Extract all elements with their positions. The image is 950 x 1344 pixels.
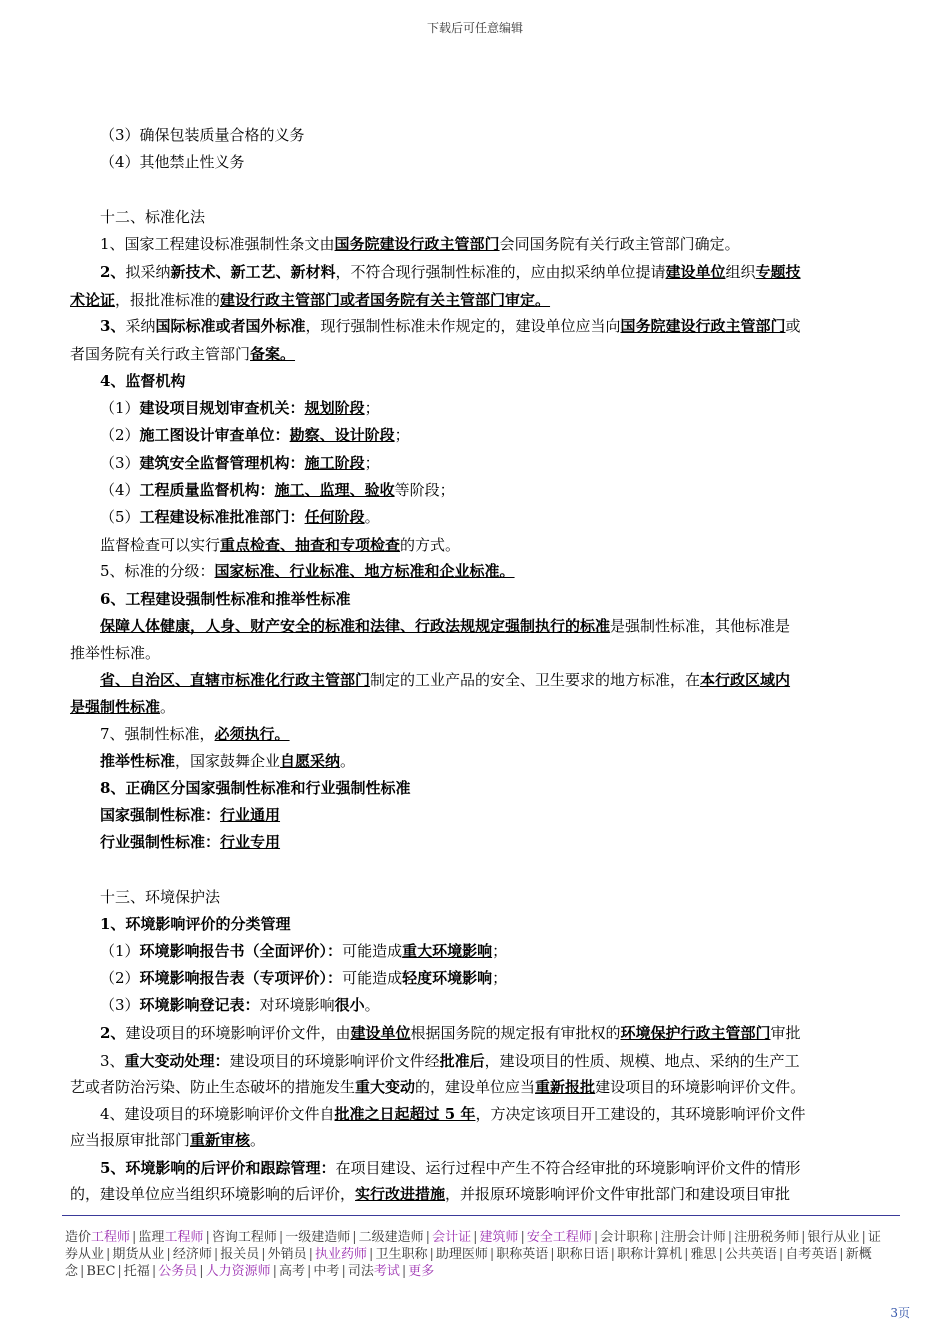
footer-separator: | xyxy=(429,1247,434,1262)
footer-link[interactable] xyxy=(432,1230,471,1245)
footer-link[interactable] xyxy=(86,1264,115,1279)
footer-link[interactable] xyxy=(785,1247,837,1262)
emphasized-term: 环境保护行政主管部门 xyxy=(620,1024,771,1042)
text-line xyxy=(70,968,920,988)
footer-link-text: 司法 xyxy=(347,1264,374,1279)
text-run: 采纳 xyxy=(125,317,156,335)
text-run: 国际标准或者国外标准 xyxy=(155,317,306,335)
text-run: 拟采纳 xyxy=(125,263,171,281)
footer-link-text: 外销员 xyxy=(267,1247,307,1262)
page-header: 下载后可任意编辑 xyxy=(426,21,523,35)
text-run: 会同国务院有关行政主管部门确定。 xyxy=(499,235,740,253)
text-run: （3） xyxy=(100,454,140,472)
footer-separator: | xyxy=(610,1247,616,1262)
footer-link-text: 证券从业 xyxy=(65,1230,881,1262)
text-run: （1） xyxy=(100,399,140,417)
text-run: 艺或者防治污染、防止生态破坏的措施发生 xyxy=(70,1078,356,1096)
footer-link-text: 高考 xyxy=(279,1264,306,1279)
text-line xyxy=(70,1051,920,1071)
text-run: 3、 xyxy=(100,317,126,335)
text-run: 的方式。 xyxy=(400,536,461,554)
page-number: 3页 xyxy=(890,1306,910,1320)
footer-separator: | xyxy=(261,1247,266,1262)
text-run: 5、标准的分级： xyxy=(100,562,215,580)
text-line xyxy=(70,152,920,172)
footer-link-text: 二级建造师 xyxy=(358,1230,424,1245)
text-run: 2、 xyxy=(100,1024,126,1042)
footer-separator: | xyxy=(654,1230,659,1245)
emphasized-term: 国务院建设行政主管部门 xyxy=(620,317,786,335)
text-line xyxy=(70,1158,920,1178)
text-run: （2） xyxy=(100,969,140,987)
text-run: 5、环境影响的后评价和跟踪管理： xyxy=(100,1159,336,1177)
footer-link[interactable] xyxy=(348,1264,400,1279)
footer-link[interactable] xyxy=(359,1230,424,1245)
footer-link[interactable] xyxy=(436,1247,488,1262)
footer-link[interactable] xyxy=(734,1230,799,1245)
emphasized-term: 专题技 xyxy=(755,263,801,281)
text-run: 制定的工业产品的安全、卫生要求的地方标准，在 xyxy=(370,671,701,689)
footer-link-text: 中考 xyxy=(313,1264,340,1279)
footer-link[interactable] xyxy=(158,1264,197,1279)
text-run: 国家强制性标准： xyxy=(100,806,221,824)
footer-link-text: 卫生职称 xyxy=(375,1247,428,1262)
footer-link[interactable] xyxy=(65,1230,130,1245)
text-line xyxy=(70,425,920,445)
text-run: 4、建设项目的环境影响评价文件自 xyxy=(100,1105,335,1123)
text-run: （2） xyxy=(100,426,140,444)
emphasized-term: 行业通用 xyxy=(220,806,281,824)
text-run: 应当报原审批部门 xyxy=(70,1131,191,1149)
footer-separator: | xyxy=(199,1264,204,1279)
footer-link-text: 考试 xyxy=(373,1264,400,1279)
emphasized-term: 建设单位 xyxy=(665,263,726,281)
footer-link[interactable] xyxy=(279,1264,305,1279)
emphasized-term: 保障人体健康，人身、财产安全的标准和法律、行政法规规定强制执行的标准 xyxy=(100,617,611,635)
text-run: 根据国务院的规定报有审批权的 xyxy=(410,1024,621,1042)
footer-link[interactable] xyxy=(112,1247,164,1262)
footer-separator: | xyxy=(213,1247,219,1262)
footer-separator: | xyxy=(151,1264,157,1279)
footer-separator: | xyxy=(205,1230,210,1245)
footer-separator: | xyxy=(132,1230,137,1245)
footer-separator: | xyxy=(272,1264,278,1279)
footer-separator: | xyxy=(839,1247,844,1262)
text-run: 可能造成 xyxy=(342,942,403,960)
text-line xyxy=(70,616,920,636)
footer-separator: | xyxy=(684,1247,689,1262)
text-run: 。 xyxy=(364,996,380,1014)
text-line xyxy=(70,643,890,663)
footer-link[interactable] xyxy=(479,1230,518,1245)
footer-link[interactable] xyxy=(600,1230,652,1245)
emphasized-term: 施工、监理、验收 xyxy=(274,481,395,499)
emphasized-term: 省、自治区、直辖市标准化行政主管部门 xyxy=(100,671,371,689)
text-run: 。 xyxy=(364,508,380,526)
footer-link-text: 会计证 xyxy=(432,1230,472,1245)
text-run: 推举性标准 xyxy=(100,752,176,770)
text-line xyxy=(70,914,920,934)
footer-separator: | xyxy=(117,1264,122,1279)
text-run: 的，建设单位应当 xyxy=(415,1078,536,1096)
text-run: 审批 xyxy=(770,1024,801,1042)
text-run: ，并报原环境影响评价文件审批部门和建设项目审批 xyxy=(445,1185,791,1203)
emphasized-term: 批准之日起超过 5 年 xyxy=(334,1105,476,1123)
emphasized-term: 重新报批 xyxy=(535,1078,596,1096)
text-line xyxy=(70,805,920,825)
text-run: （4）其他禁止性义务 xyxy=(100,153,245,171)
text-line xyxy=(70,751,920,771)
footer-separator: | xyxy=(861,1230,866,1245)
footer-link-text: 咨询工程师 xyxy=(211,1230,277,1245)
text-line xyxy=(70,778,920,798)
text-line xyxy=(70,480,920,500)
footer-link-text: 银行从业 xyxy=(807,1230,860,1245)
footer-link-text: 雅思 xyxy=(690,1247,717,1262)
footer-link-text: 新概念 xyxy=(65,1247,872,1279)
footer-link-text: 公务员 xyxy=(158,1264,198,1279)
text-line xyxy=(70,398,920,418)
text-line xyxy=(70,561,920,581)
text-line xyxy=(70,535,920,555)
text-run: ； xyxy=(364,399,380,417)
footer-link[interactable] xyxy=(496,1247,548,1262)
text-line xyxy=(70,234,920,254)
text-run: ，报批准标准的 xyxy=(115,291,221,309)
footer-link[interactable] xyxy=(725,1247,777,1262)
text-run: 4、监督机构 xyxy=(100,372,186,390)
footer-separator: | xyxy=(308,1247,314,1262)
text-run: 重大变动 xyxy=(355,1078,416,1096)
footer-link-text: BEC xyxy=(86,1264,116,1279)
text-run: 8、正确区分国家强制性标准和行业强制性标准 xyxy=(100,779,411,797)
text-run: 很小 xyxy=(334,996,365,1014)
footer-link-text: 公共英语 xyxy=(724,1247,777,1262)
footer-link[interactable] xyxy=(313,1264,339,1279)
footer-separator: | xyxy=(106,1247,111,1262)
footer-link-text: 工程师 xyxy=(91,1230,131,1245)
footer-link[interactable] xyxy=(617,1247,682,1262)
footer-link[interactable] xyxy=(557,1247,609,1262)
footer-link-text: 职称计算机 xyxy=(617,1247,683,1262)
footer-link-text: 助理医师 xyxy=(435,1247,488,1262)
footer-link[interactable] xyxy=(690,1247,716,1262)
footer-separator: | xyxy=(778,1247,784,1262)
text-line xyxy=(70,125,920,145)
text-line xyxy=(70,207,920,227)
text-run: ； xyxy=(492,942,508,960)
text-run: 十三、环境保护法 xyxy=(100,888,221,906)
text-run: 推举性标准。 xyxy=(70,644,161,662)
footer-separator: | xyxy=(593,1230,599,1245)
text-run: 重大变动处理： xyxy=(124,1052,230,1070)
text-run: 工程建设标准批准部门： xyxy=(139,508,305,526)
footer-link[interactable] xyxy=(173,1247,212,1262)
emphasized-term: 国务院建设行政主管部门 xyxy=(334,235,500,253)
text-line xyxy=(70,1104,920,1124)
text-run: 1、环境影响评价的分类管理 xyxy=(100,915,291,933)
text-run: 建设项目的环境影响评价文件。 xyxy=(595,1078,806,1096)
footer-separator: | xyxy=(489,1247,495,1262)
footer-link[interactable] xyxy=(661,1230,726,1245)
text-line xyxy=(70,941,920,961)
footer-link-text: 职称日语 xyxy=(556,1247,609,1262)
text-run: ； xyxy=(364,454,380,472)
text-run: 。 xyxy=(250,1131,266,1149)
text-run: 3、 xyxy=(100,1052,125,1070)
text-line xyxy=(70,832,920,852)
text-run: 在项目建设、运行过程中产生不符合经审批的环境影响评价文件的情形 xyxy=(335,1159,801,1177)
text-run: 建设项目的环境影响评价文件经 xyxy=(229,1052,440,1070)
text-line xyxy=(70,371,920,391)
text-run: 组织 xyxy=(725,263,756,281)
text-line xyxy=(70,262,920,282)
footer-link[interactable] xyxy=(375,1247,427,1262)
footer-link[interactable] xyxy=(408,1264,434,1279)
text-run: 可能造成 xyxy=(342,969,403,987)
text-line xyxy=(70,1023,920,1043)
footer-separator: | xyxy=(352,1230,357,1245)
text-line xyxy=(70,697,890,717)
text-run: 6、工程建设强制性标准和推举性标准 xyxy=(100,590,351,608)
text-run: 建设项目规划审查机关： xyxy=(139,399,305,417)
emphasized-term: 重点检查、抽查和专项检查 xyxy=(220,536,401,554)
text-run: 建设项目的环境影响评价文件，由 xyxy=(125,1024,351,1042)
text-run: 批准后 xyxy=(439,1052,485,1070)
footer-link-text: 注册会计师 xyxy=(660,1230,726,1245)
text-run: 1、国家工程建设标准强制性条文由 xyxy=(100,235,335,253)
footer-link-text: 报关员 xyxy=(220,1247,260,1262)
text-line xyxy=(70,724,920,744)
footer-separator: | xyxy=(550,1247,555,1262)
footer-link-text: 造价 xyxy=(65,1230,92,1245)
text-run: 工程质量监督机构： xyxy=(139,481,275,499)
emphasized-term: 是强制性标准 xyxy=(70,698,161,716)
footer-link-text: 经济师 xyxy=(172,1247,212,1262)
text-run: 环境影响报告书（全面评价）： xyxy=(139,942,343,960)
footer-separator: | xyxy=(425,1230,431,1245)
emphasized-term: 重大环境影响 xyxy=(402,942,493,960)
text-run: 轻度环境影响 xyxy=(402,969,493,987)
text-run: 新技术、新工艺、新材料 xyxy=(170,263,336,281)
footer-link[interactable] xyxy=(268,1247,307,1262)
text-run: ； xyxy=(492,969,508,987)
text-run: 是强制性标准，其他标准是 xyxy=(610,617,791,635)
text-run: 环境影响登记表： xyxy=(139,996,260,1014)
footer-link-text: 注册税务师 xyxy=(734,1230,800,1245)
footer-link-text: 托福 xyxy=(123,1264,150,1279)
emphasized-term: 规划阶段 xyxy=(304,399,365,417)
emphasized-term: 施工阶段 xyxy=(304,454,365,472)
footer-link-text: 监理 xyxy=(138,1230,165,1245)
text-line xyxy=(70,344,890,364)
text-run: 。 xyxy=(340,752,356,770)
footer-separator: | xyxy=(520,1230,525,1245)
footer-link[interactable] xyxy=(212,1230,277,1245)
text-run: 施工图设计审查单位： xyxy=(139,426,290,444)
footer-link-text: 建筑师 xyxy=(479,1230,519,1245)
text-line xyxy=(70,507,920,527)
footer-separator: | xyxy=(307,1264,312,1279)
emphasized-term: 实行改进措施 xyxy=(355,1185,446,1203)
footer-separator: | xyxy=(401,1264,407,1279)
text-run: （3） xyxy=(100,996,140,1014)
emphasized-term: 建设行政主管部门或者国务院有关主管部门审定。 xyxy=(220,291,551,309)
text-run: 行业强制性标准： xyxy=(100,833,221,851)
text-run: 的，建设单位应当组织环境影响的后评价， xyxy=(70,1185,356,1203)
emphasized-term: 勘察、设计阶段 xyxy=(289,426,395,444)
footer-link-text: 职称英语 xyxy=(496,1247,549,1262)
text-run: 2、 xyxy=(100,263,126,281)
footer-link-text: 更多 xyxy=(408,1264,435,1279)
text-line xyxy=(70,1130,890,1150)
footer-separator: | xyxy=(473,1230,478,1245)
emphasized-term: 自愿采纳 xyxy=(280,752,341,770)
emphasized-term: 必须执行。 xyxy=(214,725,290,743)
footer-separator: | xyxy=(727,1230,733,1245)
text-run: 等阶段； xyxy=(394,481,455,499)
footer-link[interactable] xyxy=(124,1264,150,1279)
footer-link[interactable] xyxy=(527,1230,592,1245)
text-run: 环境影响报告表（专项评价）： xyxy=(139,969,343,987)
text-run: 监督检查可以实行 xyxy=(100,536,221,554)
text-line xyxy=(70,316,920,336)
footer-link-text: 一级建造师 xyxy=(285,1230,351,1245)
text-run: 十二、标准化法 xyxy=(100,208,206,226)
text-run: 。 xyxy=(160,698,176,716)
emphasized-term: 建设单位 xyxy=(350,1024,411,1042)
footer-link[interactable] xyxy=(220,1247,259,1262)
footer-link-text: 安全工程师 xyxy=(526,1230,592,1245)
emphasized-term: 备案。 xyxy=(250,345,296,363)
footer-link-text: 工程师 xyxy=(164,1230,204,1245)
footer-link[interactable] xyxy=(808,1230,860,1245)
footer-separator: | xyxy=(278,1230,284,1245)
text-line xyxy=(70,887,920,907)
emphasized-term: 重新审核 xyxy=(190,1131,251,1149)
text-run: ，国家鼓舞企业 xyxy=(175,752,281,770)
text-run: 7、强制性标准， xyxy=(100,725,215,743)
text-line xyxy=(70,290,890,310)
text-run: （5） xyxy=(100,508,140,526)
footer-link[interactable] xyxy=(315,1247,367,1262)
emphasized-term: 任何阶段 xyxy=(304,508,365,526)
footer-link[interactable] xyxy=(285,1230,350,1245)
footer-separator: | xyxy=(341,1264,346,1279)
footer-link-text: 自考英语 xyxy=(785,1247,838,1262)
emphasized-term: 术论证 xyxy=(70,291,116,309)
footer-link[interactable] xyxy=(138,1230,203,1245)
text-run: ； xyxy=(394,426,410,444)
footer-link[interactable] xyxy=(206,1264,271,1279)
text-run: （3）确保包装质量合格的义务 xyxy=(100,126,305,144)
text-line xyxy=(70,1077,890,1097)
text-run: ，不符合现行强制性标准的，应由拟采纳单位提请 xyxy=(335,263,666,281)
footer-separator: | xyxy=(369,1247,374,1262)
text-line xyxy=(70,670,920,690)
footer-links xyxy=(65,1229,893,1280)
emphasized-term: 国家标准、行业标准、地方标准和企业标准。 xyxy=(214,562,515,580)
footer-separator: | xyxy=(166,1247,171,1262)
text-line xyxy=(70,453,920,473)
text-line xyxy=(70,589,920,609)
text-line xyxy=(70,1184,890,1204)
text-run: 者国务院有关行政主管部门 xyxy=(70,345,251,363)
emphasized-term: 行业专用 xyxy=(220,833,281,851)
emphasized-term: 本行政区域内 xyxy=(700,671,791,689)
footer-link-text: 执业药师 xyxy=(315,1247,368,1262)
text-run: （4） xyxy=(100,481,140,499)
text-run: ，方决定该项目开工建设的，其环境影响评价文件 xyxy=(475,1105,806,1123)
text-run: ，建设项目的性质、规模、地点、采纳的生产工 xyxy=(484,1052,800,1070)
text-line xyxy=(70,995,920,1015)
text-run: ，现行强制性标准未作规定的，建设单位应当向 xyxy=(305,317,621,335)
footer-link-text: 人力资源师 xyxy=(205,1264,271,1279)
text-run: 或 xyxy=(785,317,801,335)
footer-separator: | xyxy=(801,1230,806,1245)
footer-separator: | xyxy=(80,1264,85,1279)
text-run: 对环境影响 xyxy=(259,996,335,1014)
text-run: 建筑安全监督管理机构： xyxy=(139,454,305,472)
footer-divider xyxy=(62,1215,900,1216)
footer-link-text: 会计职称 xyxy=(600,1230,653,1245)
text-run: （1） xyxy=(100,942,140,960)
footer-separator: | xyxy=(718,1247,723,1262)
footer-link-text: 期货从业 xyxy=(112,1247,165,1262)
